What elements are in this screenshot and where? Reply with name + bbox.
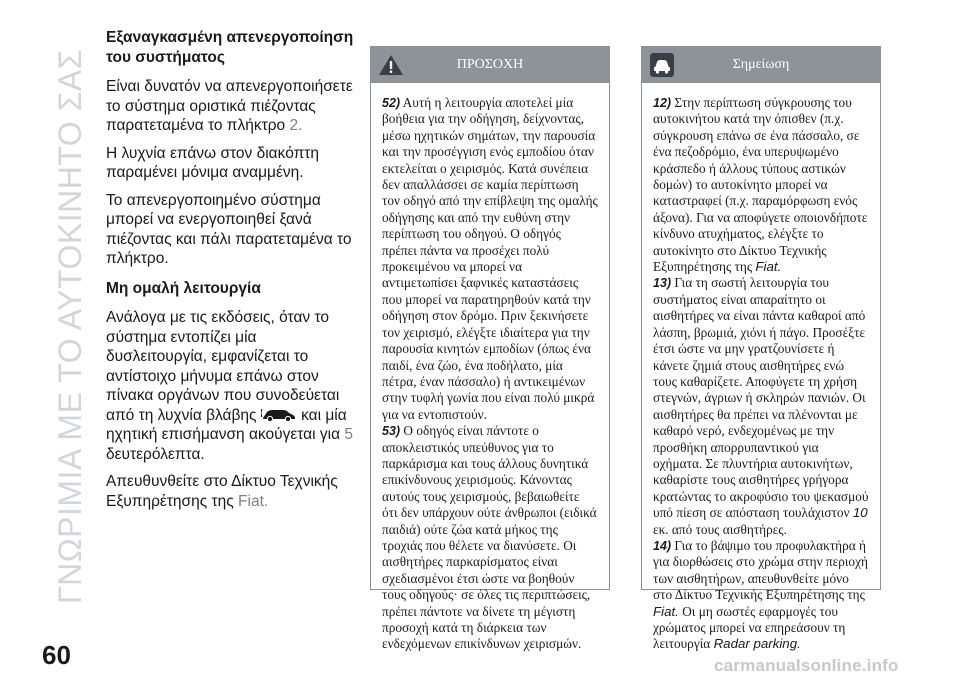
page-number: 60 — [42, 640, 71, 670]
warning-panel — [370, 46, 610, 652]
left-column — [106, 28, 356, 519]
note-body — [642, 83, 880, 653]
paragraph-4: Ανάλογα με τις εκδόσεις, όταν το σύστημα εντοπίζει μία δυσλειτουργία, εμφανίζεται το αντίστοιχο μήνυμα επάνω στον πίνακα οργάνων που συνοδεύεται από τη λυχνία βλάβης και μία ηχητική επισήμανση ακούγεται για 5 δευτερόλεπτα. — [106, 309, 353, 463]
warning-title: ΠΡΟΣΟΧΗ — [456, 57, 524, 72]
warning-header — [371, 47, 609, 83]
note-item-13: 13) Για τη σωστή λειτουργία του συστήματος είναι απαραίτητο οι αισθητήρες να είναι πάντα καθαροί από λάσπη, βρωμιά, χιόνι ή πάγο. Προσέξτε έτσι ώστε να μην γρατζουνίσετε ή κάνετε ζημιά στους αισθητήρες ενώ τους καθαρίζετε. Αποφύγετε τη χρήση στεγνών, άγριων ή σκληρών πανιών. Οι αισθητήρες θα πρέπει να πλένονται με καθαρό νερό, ενδεχομένως με την προσθήκη απορρυπαντικού για οχήματα. Σε πλυντήρια αυτοκινήτων, καθαρίστε τους αισθητήρες γρήγορα κρατώντας το ακροφύσιο του ψεκασμού υπό πίεση σε απόσταση τουλάχιστον 10 εκ. από τους αισθητήρες. — [653, 275, 869, 537]
warning-item-52: 52) Αυτή η λειτουργία αποτελεί μία βοήθεια για την οδήγηση, δείχνοντας, μέσω ηχητικών σημάτων, την παρουσία και την προσέγγιση ενός εμποδίου όταν εκτελείται ο χειρισμός. Κατά συνέπεια δεν απαλλάσσει σε καμία περίπτωση τον οδηγό από την επίβλεψη της ομαλής οδήγησης και από την ευθύνη στην περίπτωση του οδηγού. Ο οδηγός πρέπει πάντα να προσέχει πολύ προκειμένου να μπορεί να αντιμετωπίσει ξαφνικές καταστάσεις που μπορεί να παρατηρηθούν κατά την οδήγηση στον δρόμο. Πριν ξεκινήσετε τον χειρισμό, ελέγξτε ιδιαίτερα για την παρουσία κινητών εμποδίων (όπως ένα παιδί, ένα ζώο, ένα ποδήλατο, μία πέτρα, έναν πάσσαλο) ή αντικειμένων στην τυφλή γωνία που είναι πολύ μικρά για να εντοπιστούν. — [382, 95, 598, 422]
chapter-title: ΓΝΩΡΙΜΙΑ ΜΕ ΤΟ ΑΥΤΟΚΙΝΗΤΟ ΣΑΣ — [51, 48, 88, 604]
warning-triangle-icon — [377, 51, 405, 79]
section-heading-2: Μη ομαλή λειτουργία — [106, 279, 261, 297]
button-ref: 2. — [289, 117, 303, 134]
paragraph-2: Η λυχνία επάνω στον διακόπτη παραμένει μόνιμα αναμμένη. — [106, 144, 320, 181]
parking-sensor-warning-icon — [261, 406, 297, 422]
section-heading: Εξαναγκασμένη απενεργοποίηση του συστήματος — [106, 29, 354, 66]
chapter-sidebar — [44, 16, 96, 636]
watermark: carmanualsonline.info — [714, 656, 899, 675]
warning-item-53: 53) Ο οδηγός είναι πάντοτε ο αποκλειστικός υπεύθυνος για το παρκάρισμα και τους άλλους δυνητικά επικίνδυνους χειρισμούς. Κάνοντας αυτούς τους χειρισμούς, βεβαιωθείτε ότι δεν υπάρχουν ούτε άνθρωποι (ειδικά παιδιά) ούτε ζώα κατά μήκος της τροχιάς που θέλετε να διανύσετε. Οι αισθητήρες παρκαρίσματος είναι σχεδιασμένοι έτσι ώστε να βοηθούν τους οδηγούς· σε όλες τις περιπτώσεις, πρέπει πάντοτε να δίνετε τη μέγιστη προσοχή κατά τη διάρκεια των ενδεχόμενων επικίνδυνων χειρισμών. — [382, 423, 597, 652]
note-item-12: 12) Στην περίπτωση σύγκρουσης του αυτοκινήτου κατά την όπισθεν (π.χ. σύγκρουση επάνω σε ένα πάσσαλο, σε ένα πεζοδρόμιο, ένα υπερυψωμένο κράσπεδο ή άλλους τύπους αστικών δομών) το αυτοκίνητο μπορεί να καταστραφεί (π.χ. παραμόρφωση ενός άξονα). Για να αποφύγετε οποιονδήποτε κίνδυνο ατυχήματος, ελέγξτε το αυτοκίνητο στο Δίκτυο Τεχνικής Εξυπηρέτησης της Fiat. — [653, 95, 868, 275]
note-header — [642, 47, 880, 83]
note-item-14: 14) Για το βάψιμο του προφυλακτήρα ή για διορθώσεις στο χρώμα στην περιοχή των αισθητήρων, απευθυνθείτε μόνο στο Δίκτυο Τεχνικής Εξυπηρέτησης της Fiat. Οι μη σωστές εφαρμογές του χρώματος μπορεί να επηρεάσουν τη λειτουργία Radar parking. — [653, 537, 868, 652]
paragraph-3: Το απενεργοποιημένο σύστημα μπορεί να ενεργοποιηθεί ξανά πιέζοντας και πάλι παρατεταμένα το πλήκτρο. — [106, 191, 352, 267]
note-panel — [641, 46, 881, 652]
note-title: Σημείωση — [732, 57, 790, 72]
paragraph-1: Είναι δυνατόν να απενεργοποιήσετε το σύστημα οριστικά πιέζοντας παρατεταμένα το πλήκτρο 2. — [106, 78, 353, 134]
car-note-icon — [648, 51, 676, 79]
warning-body — [371, 83, 609, 653]
paragraph-5: Απευθυνθείτε στο Δίκτυο Τεχνικής Εξυπηρέτησης της Fiat. — [106, 473, 338, 510]
